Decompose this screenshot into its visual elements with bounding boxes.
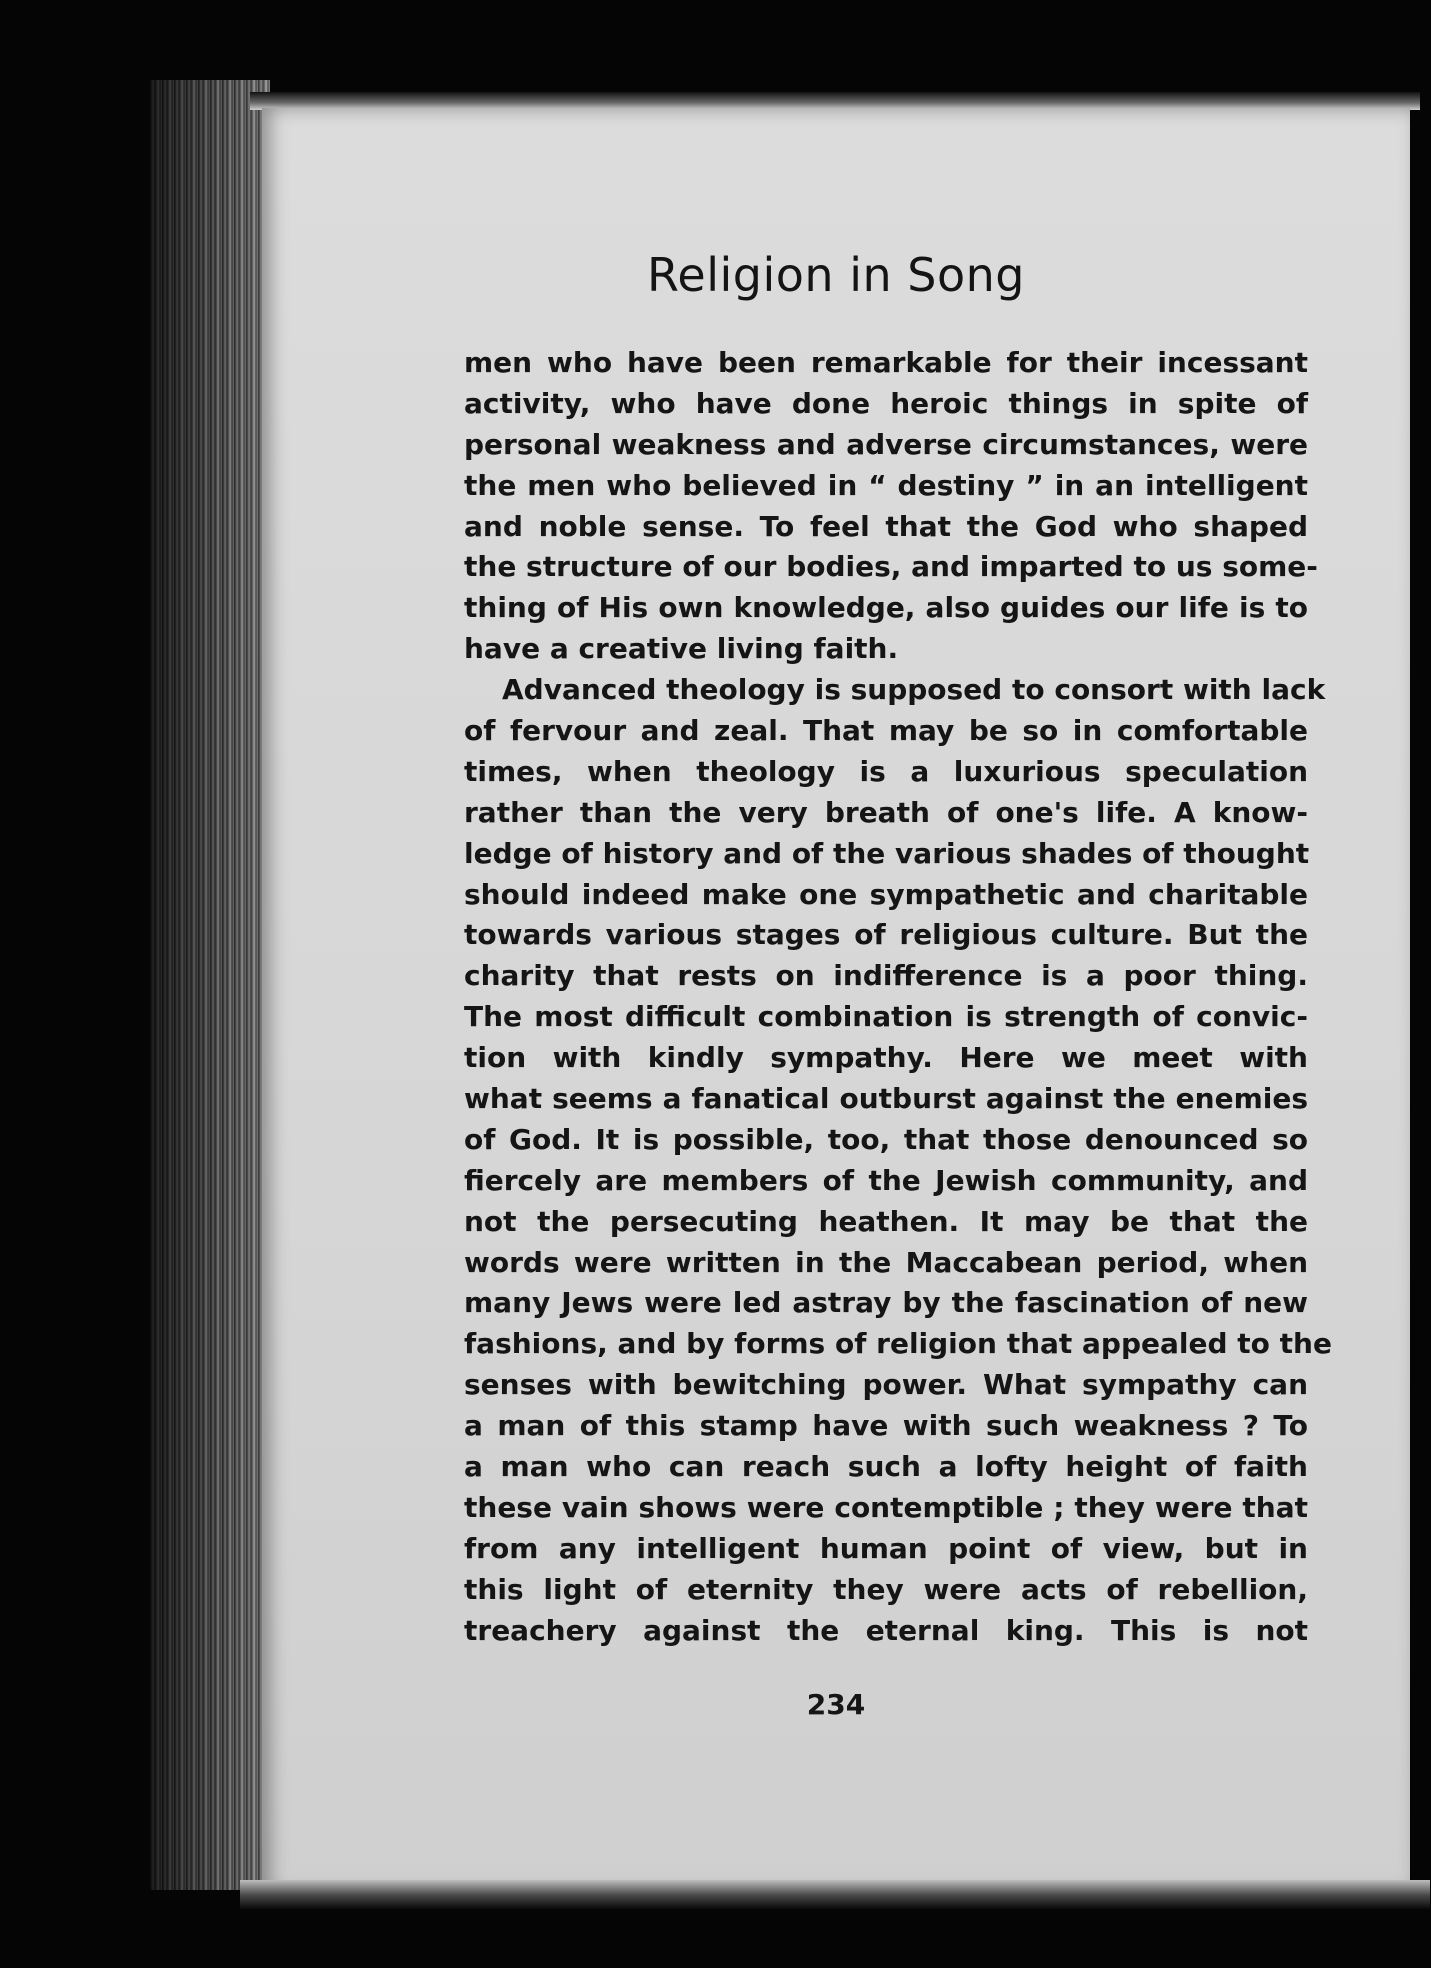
body-text: [464, 343, 1332, 1652]
text-line: thing of His own knowledge, also guides our life is to: [464, 591, 1308, 625]
text-line: activity, who have done heroic things in spite of: [464, 386, 1308, 420]
text-line: many Jews were led astray by the fascination of new: [464, 1286, 1308, 1320]
text-line: these vain shows were contemptible ; they were that: [464, 1490, 1308, 1524]
text-line: have a creative living faith.: [464, 632, 899, 666]
text-line: fashions, and by forms of religion that appealed to the: [464, 1327, 1332, 1361]
text-line: rather than the very breath of one's life. A know-: [464, 795, 1308, 829]
text-line: The most difficult combination is strength of convic-: [464, 1000, 1308, 1034]
text-line: men who have been remarkable for their incessant: [464, 346, 1308, 379]
text-line: a man of this stamp have with such weakness ? To: [464, 1409, 1308, 1443]
text-line: words were written in the Maccabean period, when: [464, 1245, 1308, 1279]
text-line: not the persecuting heathen. It may be that the: [464, 1204, 1308, 1238]
text-line: ledge of history and of the various shades of thought: [464, 836, 1310, 870]
text-line: what seems a fanatical outburst against the enemies: [464, 1082, 1308, 1116]
text-line: from any intelligent human point of view, but in: [464, 1531, 1308, 1565]
text-line: of fervour and zeal. That may be so in comfortable: [464, 714, 1308, 748]
text-line: of God. It is possible, too, that those denounced so: [464, 1122, 1308, 1156]
text-line: should indeed make one sympathetic and charitable: [464, 877, 1308, 911]
text-line: the structure of our bodies, and imparted to us some-: [464, 550, 1318, 584]
text-line: senses with bewitching power. What sympathy can: [464, 1368, 1308, 1402]
page-edge-shadow: [150, 80, 270, 1890]
text-line: charity that rests on indifference is a poor thing.: [464, 959, 1308, 993]
text-line: fiercely are members of the Jewish community, and: [464, 1163, 1308, 1197]
page-number: 234: [806, 1688, 866, 1721]
page-bottom-edge: [240, 1880, 1430, 1910]
text-line: towards various stages of religious culture. But the: [464, 918, 1308, 952]
text-line: Advanced theology is supposed to consort with lack: [502, 673, 1326, 707]
text-line: times, when theology is a luxurious speculation: [464, 754, 1308, 788]
text-line: personal weakness and adverse circumstances, were: [464, 427, 1308, 461]
text-line: the men who believed in “ destiny ” in an intelligent: [464, 468, 1308, 502]
text-line: a man who can reach such a lofty height of faith: [464, 1450, 1308, 1484]
running-title: Religion in Song: [647, 248, 1025, 302]
text-line: and noble sense. To feel that the God who shaped: [464, 509, 1308, 543]
text-line: this light of eternity they were acts of rebellion,: [464, 1572, 1308, 1606]
text-line: tion with kindly sympathy. Here we meet with: [464, 1041, 1308, 1075]
text-line: treachery against the eternal king. This is not: [464, 1613, 1308, 1647]
